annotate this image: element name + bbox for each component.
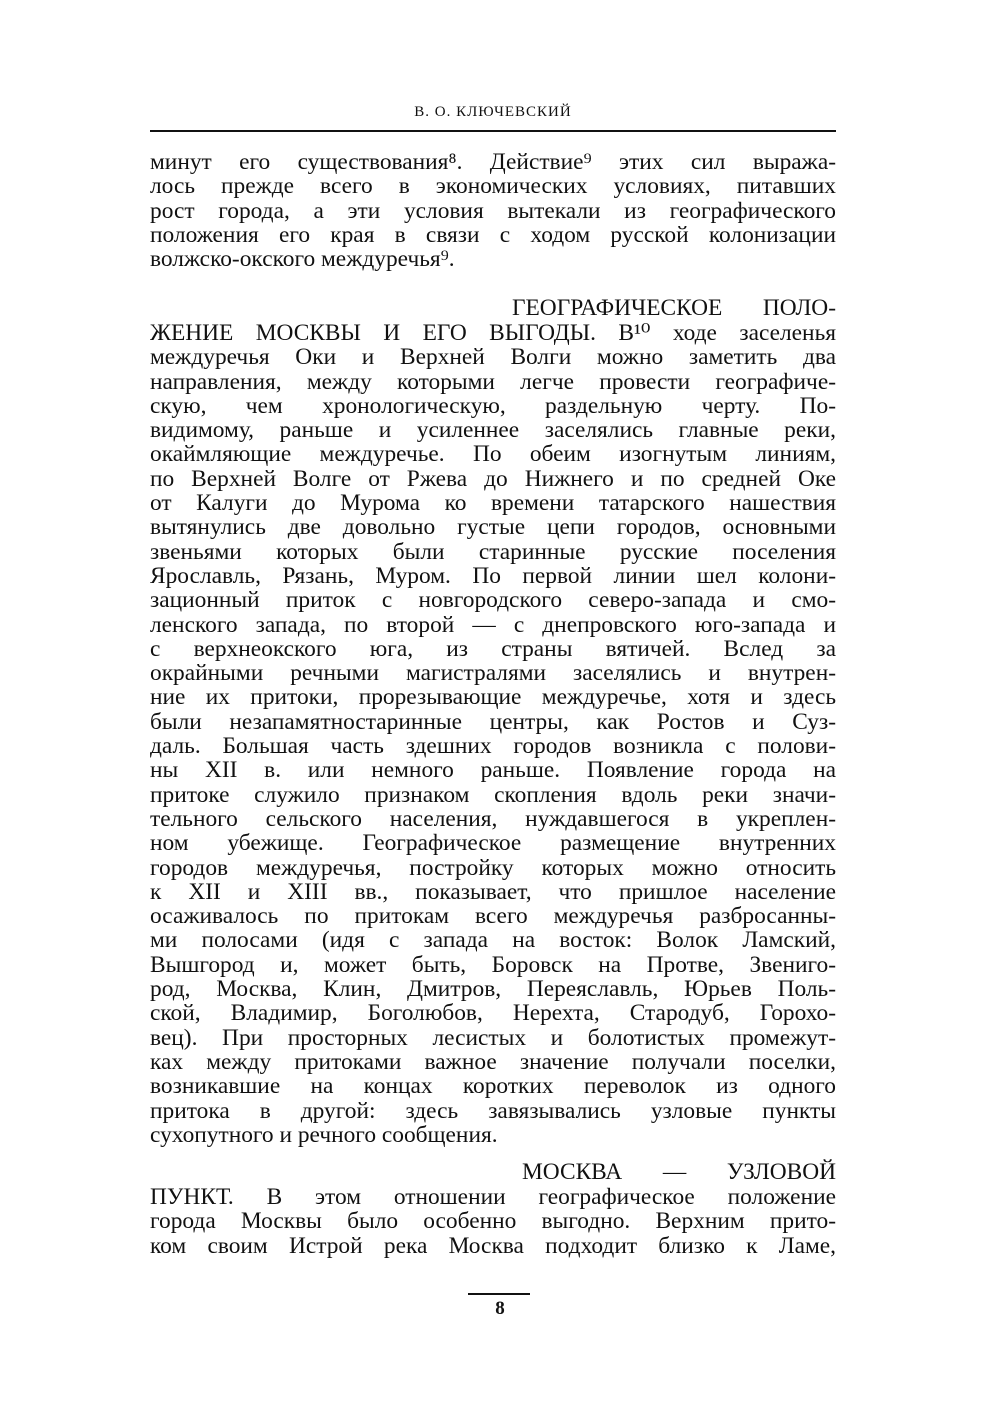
text-line: междуречья Оки и Верхней Волги можно заметить два <box>150 344 836 371</box>
text-line: ние их притоки, прорезывающие междуречье, хотя и здесь <box>150 684 836 711</box>
text-line: ны XII в. или немного раньше. Появление города на <box>150 757 836 784</box>
text-line: рост города, а эти условия вытекали из географического <box>150 197 836 224</box>
text-line: городов междуречья, постройку которых можно относить <box>150 854 836 881</box>
heading-word: УЗЛОВОЙ <box>726 1159 836 1185</box>
text-line: окаймляющие междуречье. По обеим изогнутым линиям, <box>150 441 836 468</box>
text-line: волжско-окского междуречья⁹. <box>150 246 455 273</box>
text-line: Ярославль, Рязань, Муром. По первой линии шел колони- <box>150 562 836 589</box>
text-line: по Верхней Волге от Ржева до Нижнего и по средней Оке <box>150 465 836 492</box>
text-line: ленского запада, по второй — с днепровского юго-запада и <box>150 611 836 638</box>
heading-word: ПОЛО- <box>762 295 836 321</box>
running-title: В. О. КЛЮЧЕВСКИЙ <box>414 104 572 120</box>
text-line: даль. Большая часть здешних городов возникла с полови- <box>150 733 836 760</box>
header-rule <box>150 130 836 132</box>
text-line: минут его существования⁸. Действие⁹ этих сил выража- <box>150 149 836 175</box>
text-line: города Москвы было особенно выгодно. Верхним прито- <box>150 1208 836 1235</box>
text-line: положения его края в связи с ходом русской колонизации <box>150 221 836 248</box>
text-line: зационный приток с новгородского северо-запада и смо- <box>150 587 836 614</box>
text-line: ках между притоками важное значение получали поселки, <box>150 1048 836 1075</box>
text-line: с верхнеокского юга, из страны вятичей. Вслед за <box>150 635 836 662</box>
text-line: ПУНКТ. В этом отношении географическое положение <box>150 1184 836 1210</box>
text-line: вытянулись две довольно густые цепи городов, основными <box>150 514 836 541</box>
heading-word: — <box>662 1159 687 1185</box>
text-line: были незапамятностаринные центры, как Ростов и Суз- <box>150 708 836 735</box>
text-line: окрайными речными магистралями заселялись и внутрен- <box>150 660 836 687</box>
heading-word: ГЕОГРАФИЧЕСКОЕ <box>512 295 723 321</box>
text-line: к XII и XIII вв., показывает, что пришлое население <box>150 878 836 905</box>
text-line: ми полосами (идя с запада на восток: Волок Ламский, <box>150 927 836 954</box>
text-line: тельного сельского населения, нуждавшегося в укреплен- <box>150 805 836 832</box>
text-line: от Калуги до Мурома ко времени татарского нашествия <box>150 490 836 517</box>
text-line: осаживалось по притокам всего междуречья разбросанны- <box>150 903 836 930</box>
text-line: сухопутного и речного сообщения. <box>150 1121 498 1148</box>
section-heading-geography <box>512 296 836 320</box>
text-line: ЖЕНИЕ МОСКВЫ И ЕГО ВЫГОДЫ. В¹⁰ ходе заселенья <box>150 320 836 346</box>
paragraph-intro <box>150 150 836 271</box>
paragraph-geography <box>150 321 836 1147</box>
text-line: звеньями которых были старинные русские поселения <box>150 538 836 565</box>
text-line: ской, Владимир, Боголюбов, Нерехта, Стародуб, Горохо- <box>150 1000 836 1027</box>
text-line: род, Москва, Клин, Дмитров, Переяславль, Юрьев Поль- <box>150 976 836 1003</box>
section-heading-moscow <box>522 1160 836 1184</box>
text-line: возникавшие на концах коротких переволок из одного <box>150 1073 836 1100</box>
text-line: ком своим Истрой река Москва подходит близко к Ламе, <box>150 1232 836 1259</box>
text-line: притока в другой: здесь завязывались узловые пункты <box>150 1097 836 1124</box>
text-line: видимому, раньше и усиленнее заселялись главные реки, <box>150 417 836 444</box>
heading-word: МОСКВА <box>522 1159 623 1185</box>
text-line: ном убежище. Географическое размещение внутренних <box>150 830 836 857</box>
text-line: лось прежде всего в экономических условиях, питавших <box>150 173 836 200</box>
text-line: вец). При просторных лесистых и болотистых промежут- <box>150 1024 836 1051</box>
paragraph-moscow <box>150 1185 836 1258</box>
footer-rule <box>468 1293 530 1295</box>
text-line: направления, между которыми легче провести географиче- <box>150 368 836 395</box>
text-line: притоке служило признаком скопления вдоль реки значи- <box>150 781 836 808</box>
text-line: Вышгород и, может быть, Боровск на Протве, Звениго- <box>150 951 836 978</box>
page-number: 8 <box>495 1298 505 1319</box>
text-line: скую, чем хронологическую, раздельную черту. По- <box>150 392 836 419</box>
